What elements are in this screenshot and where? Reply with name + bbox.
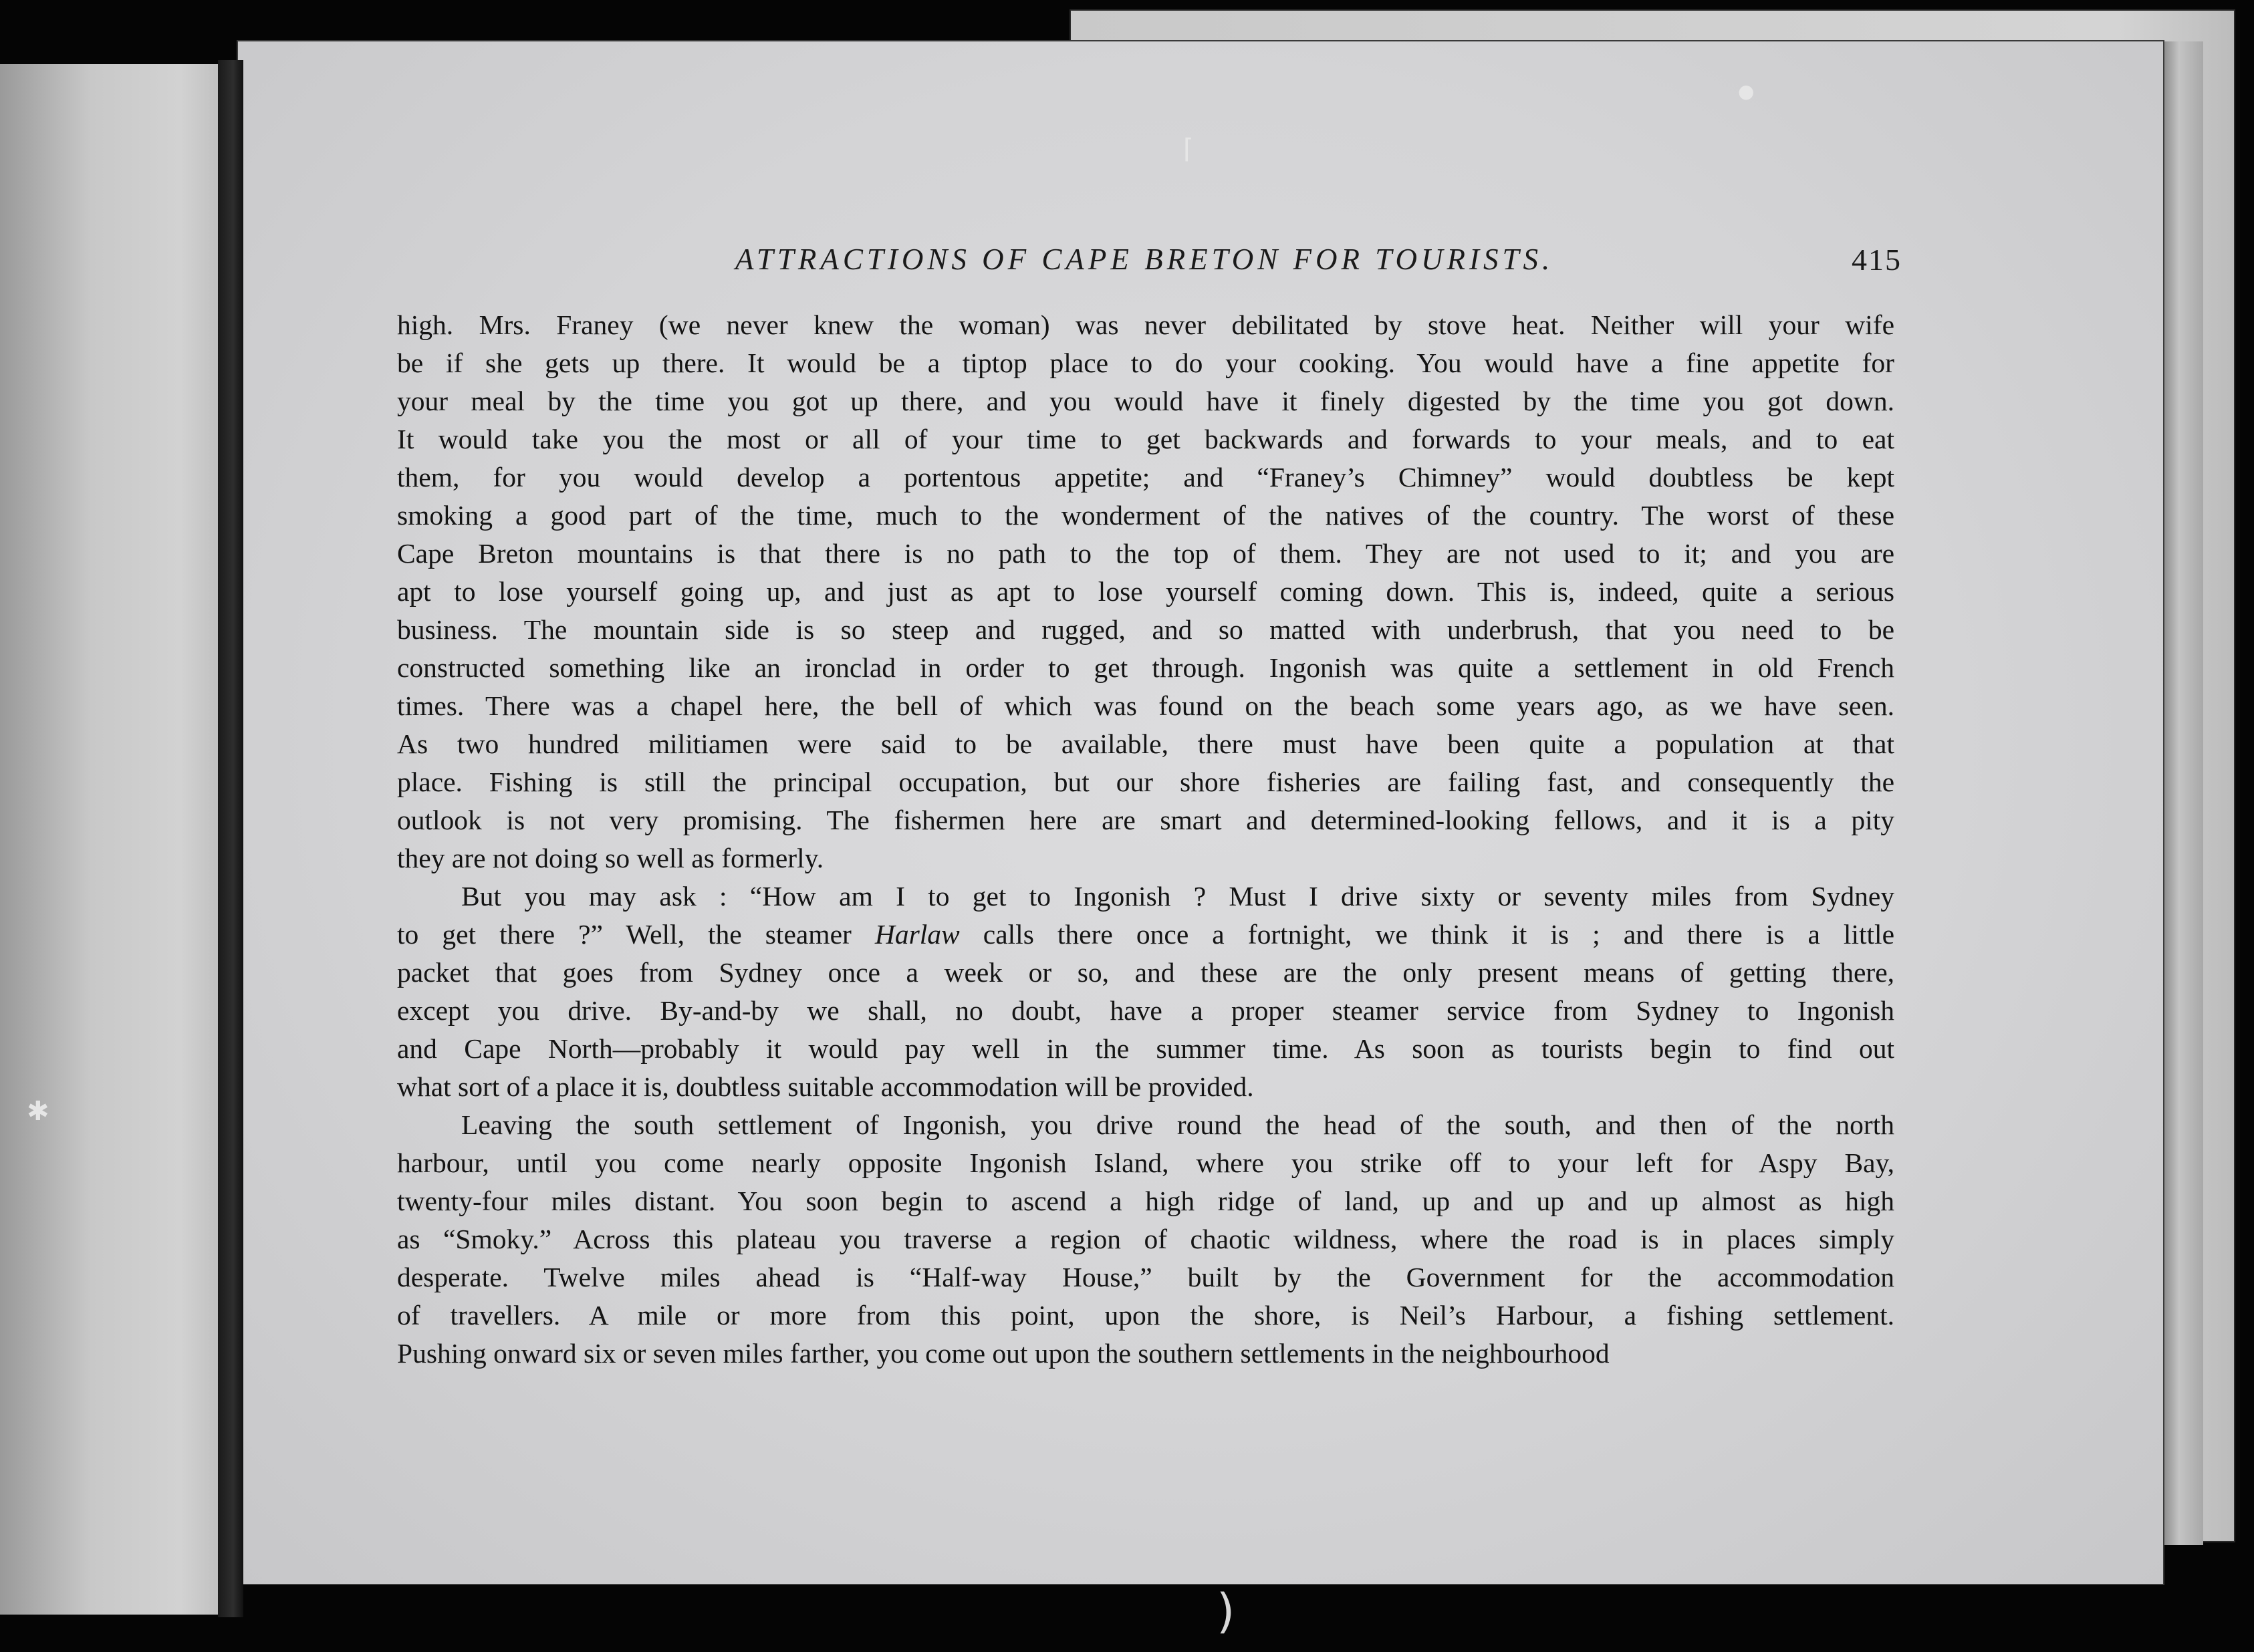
text-line: twenty-four miles distant. You soon begin to ascend a high ridge of land, up and up and up almost as high: [397, 1186, 1894, 1216]
text-line: them, for you would develop a portentous appetite; and “Franey’s Chimney” would doubtless be kept: [397, 462, 1894, 493]
text-line: business. The mountain side is so steep and rugged, and so matted with underbrush, that you need to be: [397, 614, 1894, 645]
text-line: be if she gets up there. It would be a tiptop place to do your cooking. You would have a fine appetite for: [397, 348, 1894, 378]
italic-ship-name: Harlaw: [874, 919, 960, 950]
scan-speck: ): [1217, 1584, 1235, 1639]
text-line: But you may ask : “How am I to get to Ingonish ? Must I drive sixty or seventy miles from Sydney: [461, 881, 1894, 912]
text-line: packet that goes from Sydney once a week or so, and these are the only present means of getting there,: [397, 957, 1894, 988]
text-line: outlook is not very promising. The fishermen here are smart and determined-looking fellows, and it is a pity: [397, 805, 1894, 835]
text-line: your meal by the time you got up there, and you would have it finely digested by the time you got down.: [397, 386, 1894, 416]
text-line: to get there ?” Well, the steamer Harlaw calls there once a fortnight, we think it is ; and there is a little: [397, 919, 1895, 950]
text-line: high. Mrs. Franey (we never knew the woman) was never debilitated by stove heat. Neither will your wife: [397, 309, 1894, 340]
facing-page-edge: [0, 64, 226, 1615]
page-number: 415: [1852, 243, 1902, 277]
text-line: As two hundred militiamen were said to be available, there must have been quite a population at that: [397, 728, 1894, 759]
scan-speck: ✱: [27, 1096, 49, 1127]
text-line: It would take you the most or all of your time to get backwards and forwards to your meals, and to eat: [397, 424, 1894, 454]
text-line: and Cape North—probably it would pay well in the summer time. As soon as tourists begin to find out: [397, 1033, 1894, 1064]
text-line: of travellers. A mile or more from this point, upon the shore, is Neil’s Harbour, a fishing settlement.: [397, 1300, 1894, 1331]
page-stack-edge: [2163, 41, 2203, 1545]
text-line: place. Fishing is still the principal occupation, but our shore fisheries are failing fast, and consequently the: [397, 767, 1894, 797]
text-line: as “Smoky.” Across this plateau you traverse a region of chaotic wildness, where the road is in places simply: [397, 1224, 1894, 1254]
text-line: except you drive. By-and-by we shall, no doubt, have a proper steamer service from Sydney to Ingonish: [397, 995, 1894, 1026]
text-line: apt to lose yourself going up, and just as apt to lose yourself coming down. This is, indeed, quite a serious: [397, 576, 1894, 607]
text-line: Pushing onward six or seven miles farther, you come out upon the southern settlements in the neighbourhood: [397, 1338, 1610, 1369]
scan-speck: ●: [1738, 80, 1755, 102]
scan-speck: ⌈: [1183, 134, 1194, 164]
text-line: constructed something like an ironclad in order to get through. Ingonish was quite a settlement in old French: [397, 652, 1894, 683]
text-line: Cape Breton mountains is that there is no path to the top of them. They are not used to it; and you are: [397, 538, 1894, 569]
text-line: times. There was a chapel here, the bell of which was found on the beach some years ago, as we have seen.: [397, 690, 1894, 721]
text-line: smoking a good part of the time, much to the wonderment of the natives of the country. The worst of these: [397, 500, 1894, 531]
book-spine: [218, 60, 243, 1617]
text-line: Leaving the south settlement of Ingonish, you drive round the head of the south, and then of the north: [461, 1109, 1894, 1140]
text-line: they are not doing so well as formerly.: [397, 843, 824, 873]
body-text: [397, 306, 1894, 1373]
running-head: ATTRACTIONS OF CAPE BRETON FOR TOURISTS.: [735, 243, 1554, 276]
text-line: what sort of a place it is, doubtless suitable accommodation will be provided.: [397, 1071, 1254, 1102]
text-line: harbour, until you come nearly opposite Ingonish Island, where you strike off to your left for Aspy Bay,: [397, 1147, 1894, 1178]
text-line: desperate. Twelve miles ahead is “Half-way House,” built by the Government for the accommodation: [397, 1262, 1894, 1292]
